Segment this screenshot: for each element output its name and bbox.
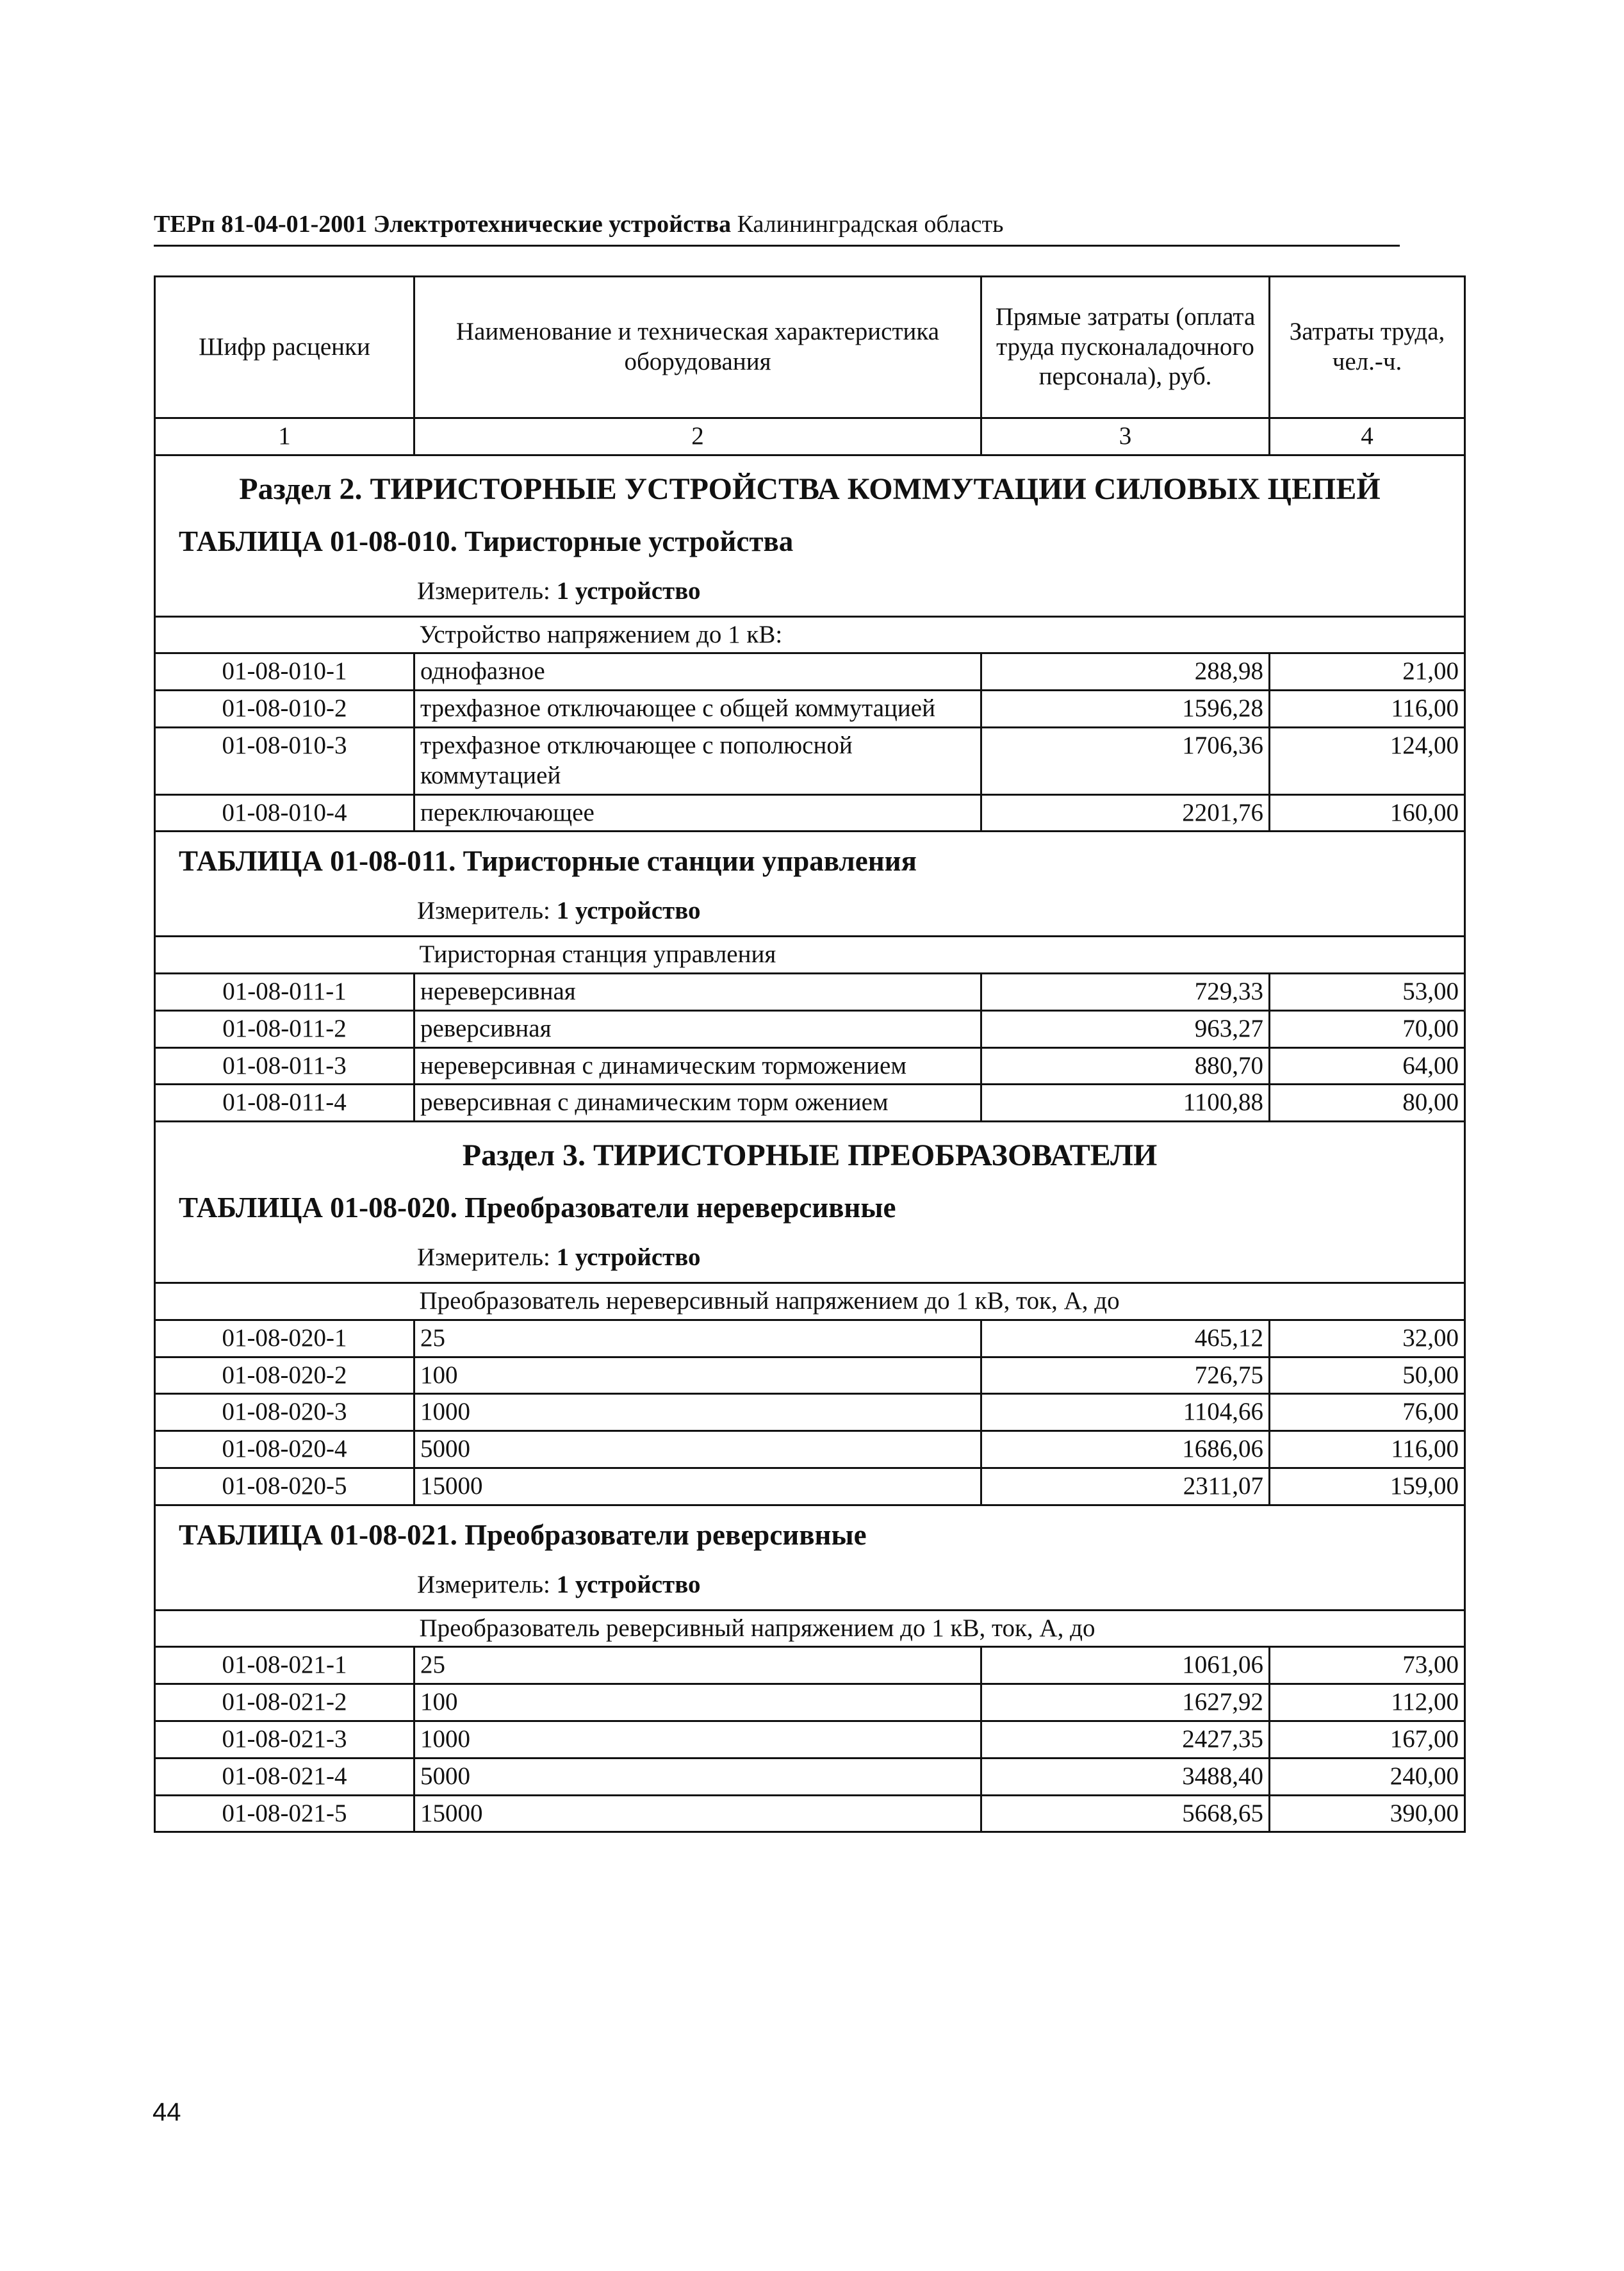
subhead-blank — [155, 616, 414, 653]
rate-code: 01-08-020-3 — [155, 1394, 414, 1431]
table-row — [155, 1085, 1465, 1122]
rate-code: 01-08-020-4 — [155, 1431, 414, 1468]
labor-cost: 116,00 — [1270, 691, 1465, 728]
item-name: 1000 — [414, 1394, 981, 1431]
table-row — [155, 653, 1465, 691]
labor-cost: 390,00 — [1270, 1795, 1465, 1832]
subhead-row — [155, 1283, 1465, 1320]
item-name: 15000 — [414, 1468, 981, 1505]
table-row — [155, 973, 1465, 1010]
direct-cost: 1706,36 — [981, 727, 1270, 794]
column-header-labor: Затраты труда, чел.-ч. — [1270, 277, 1465, 418]
direct-cost: 2311,07 — [981, 1468, 1270, 1505]
labor-cost: 76,00 — [1270, 1394, 1465, 1431]
rate-code: 01-08-021-2 — [155, 1684, 414, 1721]
subhead-row — [155, 616, 1465, 653]
meter-value: 1 устройство — [556, 1570, 701, 1598]
rate-code: 01-08-011-2 — [155, 1010, 414, 1047]
meter — [161, 573, 1459, 613]
item-name: трехфазное отключающее с общей коммутацией — [414, 691, 981, 728]
table-title-cell — [155, 832, 1465, 937]
item-name: однофазное — [414, 653, 981, 691]
table-row — [155, 1320, 1465, 1357]
table-title: ТАБЛИЦА 01-08-021. Преобразователи реверсивные — [179, 1518, 867, 1551]
direct-cost: 1627,92 — [981, 1684, 1270, 1721]
table-row — [155, 727, 1465, 794]
rates-table — [154, 275, 1466, 1833]
item-name: переключающее — [414, 794, 981, 832]
table-row — [155, 1394, 1465, 1431]
column-header-code: Шифр расценки — [155, 277, 414, 418]
direct-cost: 288,98 — [981, 653, 1270, 691]
item-name: нереверсивная — [414, 973, 981, 1010]
labor-cost: 159,00 — [1270, 1468, 1465, 1505]
table-row — [155, 794, 1465, 832]
direct-cost: 5668,65 — [981, 1795, 1270, 1832]
table-row — [155, 1758, 1465, 1795]
item-name: 100 — [414, 1357, 981, 1394]
labor-cost: 70,00 — [1270, 1010, 1465, 1047]
column-number: 2 — [414, 418, 981, 455]
labor-cost: 116,00 — [1270, 1431, 1465, 1468]
labor-cost: 53,00 — [1270, 973, 1465, 1010]
meter-label: Измеритель: — [417, 1570, 550, 1598]
labor-cost: 73,00 — [1270, 1647, 1465, 1684]
column-number: 1 — [155, 418, 414, 455]
meter — [161, 1566, 1459, 1607]
rate-code: 01-08-021-1 — [155, 1647, 414, 1684]
direct-cost: 465,12 — [981, 1320, 1270, 1357]
table-title-row — [155, 832, 1465, 937]
direct-cost: 1061,06 — [981, 1647, 1270, 1684]
labor-cost: 240,00 — [1270, 1758, 1465, 1795]
subhead-text: Устройство напряжением до 1 кВ: — [414, 616, 1465, 653]
subhead-blank — [155, 1283, 414, 1320]
labor-cost: 50,00 — [1270, 1357, 1465, 1394]
labor-cost: 64,00 — [1270, 1047, 1465, 1085]
subhead-text: Преобразователь реверсивный напряжением до 1 кВ, ток, А, до — [414, 1610, 1465, 1647]
section-title-cell — [155, 1122, 1465, 1283]
item-name: нереверсивная с динамическим торможением — [414, 1047, 981, 1085]
direct-cost: 880,70 — [981, 1047, 1270, 1085]
direct-cost: 1686,06 — [981, 1431, 1270, 1468]
page-number: 44 — [152, 2098, 181, 2126]
table-title: ТАБЛИЦА 01-08-011. Тиристорные станции управления — [179, 845, 917, 878]
item-name: 100 — [414, 1684, 981, 1721]
rate-code: 01-08-021-3 — [155, 1721, 414, 1758]
column-number-row — [155, 418, 1465, 455]
table-row — [155, 1795, 1465, 1832]
direct-cost: 726,75 — [981, 1357, 1270, 1394]
table-row — [155, 1010, 1465, 1047]
rate-code: 01-08-010-4 — [155, 794, 414, 832]
section-title-cell — [155, 455, 1465, 616]
table-title: ТАБЛИЦА 01-08-020. Преобразователи нереверсивные — [179, 1192, 896, 1224]
direct-cost: 1100,88 — [981, 1085, 1270, 1122]
labor-cost: 32,00 — [1270, 1320, 1465, 1357]
rate-code: 01-08-020-2 — [155, 1357, 414, 1394]
direct-cost: 729,33 — [981, 973, 1270, 1010]
subhead-text: Преобразователь нереверсивный напряжением до 1 кВ, ток, А, до — [414, 1283, 1465, 1320]
item-name: реверсивная с динамическим торм ожением — [414, 1085, 981, 1122]
labor-cost: 21,00 — [1270, 653, 1465, 691]
rate-code: 01-08-020-1 — [155, 1320, 414, 1357]
rate-code: 01-08-010-3 — [155, 727, 414, 794]
rate-code: 01-08-021-4 — [155, 1758, 414, 1795]
meter — [161, 892, 1459, 933]
labor-cost: 167,00 — [1270, 1721, 1465, 1758]
item-name: 1000 — [414, 1721, 981, 1758]
meter-value: 1 устройство — [556, 577, 701, 605]
rate-code: 01-08-011-3 — [155, 1047, 414, 1085]
meter — [161, 1239, 1459, 1279]
column-number: 3 — [981, 418, 1270, 455]
direct-cost: 963,27 — [981, 1010, 1270, 1047]
meter-value: 1 устройство — [556, 897, 701, 925]
meter-label: Измеритель: — [417, 577, 550, 605]
table-row — [155, 1684, 1465, 1721]
labor-cost: 160,00 — [1270, 794, 1465, 832]
subhead-row — [155, 937, 1465, 974]
direct-cost: 2427,35 — [981, 1721, 1270, 1758]
table-title-cell — [155, 1505, 1465, 1610]
rate-code: 01-08-010-2 — [155, 691, 414, 728]
labor-cost: 112,00 — [1270, 1684, 1465, 1721]
table-row — [155, 1721, 1465, 1758]
rate-code: 01-08-011-1 — [155, 973, 414, 1010]
section-title-row — [155, 1122, 1465, 1283]
direct-cost: 1596,28 — [981, 691, 1270, 728]
table-row — [155, 1357, 1465, 1394]
item-name: 5000 — [414, 1431, 981, 1468]
item-name: трехфазное отключающее с пополюсной коммутацией — [414, 727, 981, 794]
column-header-cost: Прямые затраты (оплата труда пусконаладочного персонала), руб. — [981, 277, 1270, 418]
direct-cost: 3488,40 — [981, 1758, 1270, 1795]
rate-code: 01-08-021-5 — [155, 1795, 414, 1832]
item-name: 15000 — [414, 1795, 981, 1832]
document-title: ТЕРп 81-04-01-2001 Электротехнические устройства — [154, 211, 732, 238]
item-name: 25 — [414, 1647, 981, 1684]
subhead-row — [155, 1610, 1465, 1647]
direct-cost: 1104,66 — [981, 1394, 1270, 1431]
column-header-row — [155, 277, 1465, 418]
item-name: реверсивная — [414, 1010, 981, 1047]
table-row — [155, 1431, 1465, 1468]
meter-label: Измеритель: — [417, 897, 550, 925]
column-header-name: Наименование и техническая характеристика оборудования — [414, 277, 981, 418]
subhead-text: Тиристорная станция управления — [414, 937, 1465, 974]
direct-cost: 2201,76 — [981, 794, 1270, 832]
region-label: Калининградская область — [737, 211, 1004, 238]
running-header — [154, 210, 1400, 247]
table-row — [155, 1647, 1465, 1684]
column-number: 4 — [1270, 418, 1465, 455]
meter-label: Измеритель: — [417, 1243, 550, 1272]
table-row — [155, 1468, 1465, 1505]
table-row — [155, 1047, 1465, 1085]
rate-code: 01-08-011-4 — [155, 1085, 414, 1122]
item-name: 25 — [414, 1320, 981, 1357]
subhead-blank — [155, 937, 414, 974]
table-title: ТАБЛИЦА 01-08-010. Тиристорные устройства — [179, 525, 794, 557]
table-row — [155, 691, 1465, 728]
table-title-row — [155, 1505, 1465, 1610]
item-name: 5000 — [414, 1758, 981, 1795]
section-title: Раздел 2. ТИРИСТОРНЫЕ УСТРОЙСТВА КОММУТАЦИИ СИЛОВЫХ ЦЕПЕЙ — [239, 471, 1381, 506]
rate-code: 01-08-020-5 — [155, 1468, 414, 1505]
meter-value: 1 устройство — [556, 1243, 701, 1272]
rate-code: 01-08-010-1 — [155, 653, 414, 691]
labor-cost: 80,00 — [1270, 1085, 1465, 1122]
section-title: Раздел 3. ТИРИСТОРНЫЕ ПРЕОБРАЗОВАТЕЛИ — [462, 1138, 1158, 1173]
subhead-blank — [155, 1610, 414, 1647]
labor-cost: 124,00 — [1270, 727, 1465, 794]
section-title-row — [155, 455, 1465, 616]
